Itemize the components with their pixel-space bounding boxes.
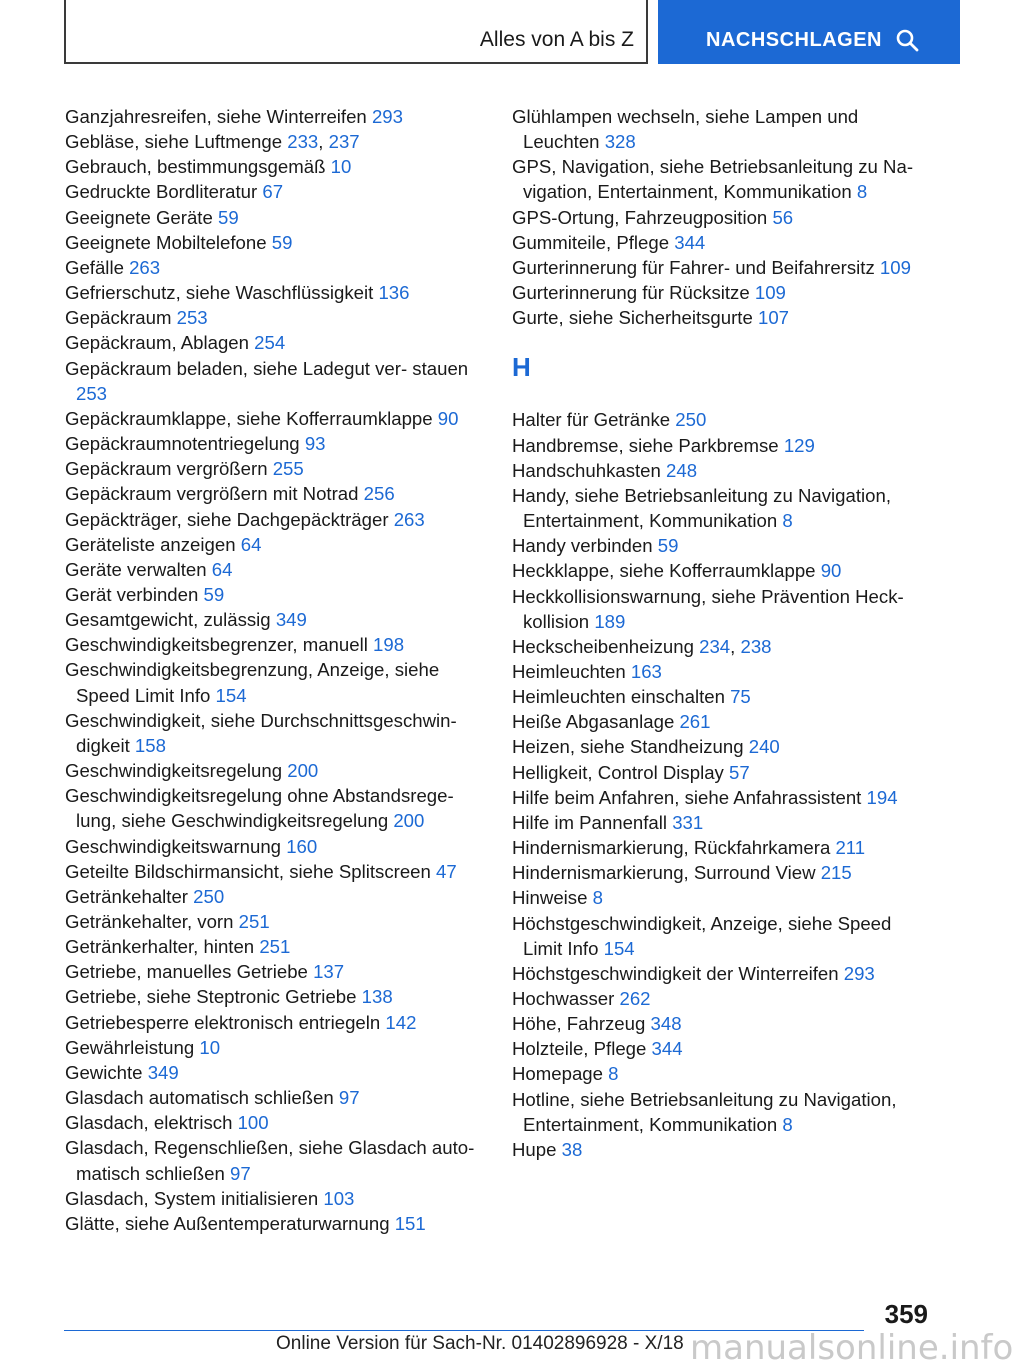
index-entry-text: Gepäckraum beladen, siehe Ladegut ver‐ stauen [65, 357, 469, 379]
page-reference-link[interactable]: 103 [323, 1187, 355, 1209]
index-entry-text: Hindernismarkierung, Rückfahrkamera [512, 837, 831, 859]
page-reference-link[interactable]: 158 [134, 734, 166, 756]
index-entry-text: Heimleuchten einschalten [512, 686, 725, 708]
index-entry [512, 558, 932, 583]
index-entry: Gebläse, siehe Luftmenge 233, 237 [65, 131, 360, 153]
index-entry [65, 657, 485, 707]
index-entry-text: Gepäckraum vergrößern [65, 458, 268, 480]
index-entry-text: Getränkehalter, vorn [65, 911, 234, 932]
page-reference-link[interactable]: 8 [856, 181, 868, 203]
online-version-text: Online Version für Sach-Nr. 01402896928 - X/18 [276, 1333, 684, 1354]
page-reference-link[interactable]: 142 [385, 1011, 417, 1033]
index-entry-text: Geteilte Bildschirmansicht, siehe Splitscreen [65, 860, 431, 882]
index-entry [65, 884, 485, 909]
page-reference-link[interactable]: 8 [608, 1063, 619, 1085]
index-entry [65, 783, 485, 833]
index-entry [65, 532, 485, 557]
index-entry [512, 986, 932, 1011]
page-reference-link[interactable]: 10 [330, 156, 352, 178]
index-entry-text: Gepäckraumklappe, siehe Kofferraumklappe [65, 407, 433, 429]
index-entry [65, 1060, 485, 1085]
index-entry [65, 984, 485, 1009]
index-column-right [512, 104, 932, 1162]
index-entry [65, 154, 485, 179]
index-entry [512, 1036, 932, 1061]
index-entry-text: Gefälle [65, 256, 124, 278]
index-entry-text: GPS, Navigation, siehe Betriebsanleitung zu Na‐ vigation, Entertainment, Kommunikation [512, 156, 914, 203]
index-entry-text: Gewährleistung [65, 1036, 195, 1058]
index-entry [65, 255, 485, 280]
page-reference-link[interactable]: 211 [835, 837, 866, 859]
index-entry [512, 709, 932, 734]
index-entry [65, 481, 485, 506]
page-reference-link[interactable]: 328 [604, 131, 636, 153]
index-entry-text: Glühlampen wechseln, siehe Lampen und Leuchten [512, 106, 859, 153]
index-entry [65, 607, 485, 632]
page-reference-link[interactable]: 248 [666, 459, 698, 481]
index-entry-text: Heimleuchten [512, 660, 626, 682]
index-entry [65, 859, 485, 884]
index-entry [512, 433, 932, 458]
page-reference-link[interactable]: 57 [729, 761, 750, 783]
index-entry [65, 1110, 485, 1135]
index-entry-text: Gewichte [65, 1061, 143, 1083]
index-entry [65, 280, 485, 305]
index-entry-text: Gurte, siehe Sicherheitsgurte [512, 307, 753, 329]
index-entry-text: Getriebesperre elektronisch entriegeln [65, 1011, 381, 1033]
index-entry [65, 959, 485, 984]
index-entry-text: Geräteliste anzeigen [65, 533, 236, 555]
page-reference-link[interactable]: 56 [772, 206, 794, 228]
index-entry-text: GPS-Ortung, Fahrzeugposition [512, 206, 768, 228]
index-entry [512, 483, 932, 533]
index-entry-text: Gepäckraum [65, 307, 172, 329]
page-reference-link[interactable]: 90 [437, 407, 459, 429]
index-entry-text: Gebläse, siehe Luftmenge [65, 131, 283, 153]
index-entry [512, 584, 932, 634]
page-reference-link[interactable]: 293 [843, 962, 875, 984]
index-entry-text: Hupe [512, 1138, 557, 1160]
index-entry-text: Getriebe, siehe Steptronic Getriebe [65, 986, 357, 1008]
section-title: Alles von A bis Z [479, 28, 634, 51]
page-reference-link[interactable]: 8 [782, 1113, 793, 1135]
index-entry-text: Glätte, siehe Außentemperaturwarnung [65, 1212, 390, 1234]
page-reference-link[interactable]: 349 [275, 609, 307, 631]
index-entry-text: Hindernismarkierung, Surround View [512, 862, 816, 884]
index-entry [65, 909, 485, 934]
index-entry [65, 179, 485, 204]
page-reference-link[interactable]: 253 [76, 382, 108, 404]
index-entry [65, 1010, 485, 1035]
index-entry [65, 305, 485, 330]
index-entry [65, 1135, 485, 1185]
page-reference-link[interactable]: 250 [193, 885, 225, 907]
page-reference-link[interactable]: 163 [630, 660, 662, 682]
page-reference-link[interactable]: 97 [229, 1162, 251, 1184]
index-group-g [512, 104, 932, 330]
index-entry-text: Gebrauch, bestimmungsgemäß [65, 156, 326, 178]
page-reference-link[interactable]: 198 [373, 634, 405, 656]
page-reference-link[interactable]: 47 [436, 860, 457, 882]
index-entry [65, 632, 485, 657]
page-reference-link[interactable]: 10 [199, 1036, 221, 1058]
page-reference-link[interactable]: 8 [592, 887, 603, 909]
index-entry-text: Hilfe im Pannenfall [512, 811, 668, 833]
index-entry-text: Höchstgeschwindigkeit der Winterreifen [512, 962, 839, 984]
page-reference-link[interactable]: 75 [730, 686, 751, 708]
index-entry-text: Gepäckraum, Ablagen [65, 332, 249, 354]
index-entry [512, 911, 932, 961]
index-entry [512, 458, 932, 483]
index-entry [65, 507, 485, 532]
index-entry [65, 1186, 485, 1211]
index-entry [512, 533, 932, 558]
index-entry [512, 407, 932, 432]
index-entry-text: Getränkehalter [65, 885, 188, 907]
index-entry-text: Gepäckraumnotentriegelung [65, 433, 300, 455]
index-entry: Heckscheibenheizung 234, 238 [512, 635, 772, 657]
index-entry [512, 684, 932, 709]
page-reference-link[interactable]: 136 [378, 282, 410, 304]
index-entry-text: Geschwindigkeitsbegrenzung, Anzeige, siehe Speed Limit Info [65, 659, 440, 706]
page-reference-link[interactable]: 8 [782, 510, 793, 532]
index-entry [512, 885, 932, 910]
page-reference-link[interactable]: 200 [393, 810, 425, 832]
page-reference-link[interactable]: 90 [820, 560, 842, 582]
index-entry-text: Gepäckträger, siehe Dachgepäckträger [65, 508, 389, 530]
index-entry [512, 760, 932, 785]
page-reference-link[interactable]: 93 [304, 433, 326, 455]
index-entry-text: Ganzjahresreifen, siehe Winterreifen [65, 106, 367, 127]
index-entry [512, 810, 932, 835]
index-entry-text: Geschwindigkeitsregelung ohne Abstandsrege‐ lung, siehe Geschwindigkeitsregelung [65, 785, 454, 832]
index-entry [65, 708, 485, 758]
page-reference-link[interactable]: 255 [272, 458, 304, 480]
page-reference-link[interactable]: 254 [254, 332, 286, 354]
index-entry [512, 154, 932, 204]
top-navigation-bar [0, 0, 960, 66]
page-reference-link[interactable]: 189 [594, 610, 626, 632]
index-entry [512, 305, 932, 330]
nachschlagen-tab[interactable] [658, 0, 960, 64]
index-entry [512, 205, 932, 230]
index-entry [512, 860, 932, 885]
index-entry-text: Hotline, siehe Betriebsanleitung zu Navigation, Entertainment, Kommunikation [512, 1088, 897, 1135]
page-reference-link[interactable]: 344 [651, 1038, 683, 1060]
index-entry [65, 582, 485, 607]
page-reference-link[interactable]: 109 [754, 282, 786, 304]
index-entry-text: Homepage [512, 1063, 603, 1085]
index-entry-text: Gefrierschutz, siehe Waschflüssigkeit [65, 282, 374, 304]
index-entry-text: Handbremse, siehe Parkbremse [512, 434, 779, 456]
page-reference-link[interactable]: 160 [286, 835, 318, 857]
index-entry-text: Gesamtgewicht, zulässig [65, 609, 271, 631]
index-entry-text: Helligkeit, Control Display [512, 761, 724, 783]
page-reference-link[interactable]: 64 [211, 558, 233, 580]
page-reference-link[interactable]: 109 [879, 256, 911, 278]
index-entry-text: Gurterinnerung für Fahrer- und Beifahrersitz [512, 256, 875, 278]
page-reference-link[interactable]: 348 [650, 1013, 682, 1035]
page-reference-link[interactable]: 233 [287, 131, 319, 153]
index-entry [512, 785, 932, 810]
page-reference-link[interactable]: 263 [393, 508, 425, 530]
index-entry-text: Gedruckte Bordliteratur [65, 181, 258, 203]
index-entry [65, 356, 485, 406]
index-entry-text: Glasdach, Regenschließen, siehe Glasdach auto‐ matisch schließen [65, 1137, 475, 1184]
nachschlagen-label: NACHSCHLAGEN [706, 29, 882, 51]
page-reference-link[interactable]: 97 [338, 1087, 360, 1109]
index-entry [65, 205, 485, 230]
page-reference-link[interactable]: 107 [757, 307, 790, 329]
index-entry [512, 835, 932, 860]
index-entry [65, 834, 485, 859]
page-reference-link[interactable]: 200 [287, 760, 319, 782]
page-reference-link[interactable]: 64 [240, 533, 262, 555]
index-entry-text: Höhe, Fahrzeug [512, 1013, 646, 1035]
index-entry-text: Geschwindigkeitsbegrenzer, manuell [65, 634, 368, 656]
page-reference-link[interactable]: 129 [783, 434, 815, 456]
index-entry [512, 1061, 932, 1086]
index-entry [65, 230, 485, 255]
index-entry-text: Handy verbinden [512, 535, 653, 557]
index-entry [512, 961, 932, 986]
index-entry-text: Geräte verwalten [65, 558, 207, 580]
page-reference-link[interactable]: 262 [619, 988, 651, 1009]
index-entry [65, 104, 485, 129]
index-entry [65, 1085, 485, 1110]
index-entry [65, 431, 485, 456]
index-group-h [512, 407, 932, 1162]
page-reference-link[interactable]: 194 [866, 786, 898, 808]
page-reference-link[interactable]: 349 [147, 1061, 179, 1083]
index-entry-text: Heizen, siehe Standheizung [512, 736, 744, 758]
index-entry-text: Geeignete Mobiltelefone [65, 231, 267, 253]
index-entry-text: Handschuhkasten [512, 459, 661, 481]
page-reference-link[interactable]: 38 [561, 1138, 583, 1160]
section-heading-h: H [512, 352, 531, 383]
index-entry [65, 330, 485, 355]
page-reference-link[interactable]: 59 [218, 206, 239, 228]
index-entry [512, 659, 932, 684]
page-reference-link[interactable]: 238 [740, 635, 772, 657]
page-reference-link[interactable]: 331 [672, 811, 704, 833]
index-entry [512, 104, 932, 154]
page-reference-link[interactable]: 237 [328, 131, 360, 153]
page-reference-link[interactable]: 250 [675, 409, 707, 431]
section-tab[interactable] [64, 0, 648, 64]
page-reference-link[interactable]: 240 [748, 736, 780, 758]
page-reference-link[interactable]: 234 [699, 635, 731, 657]
page-reference-link[interactable]: 256 [363, 483, 395, 505]
page-number: 359 [884, 1299, 928, 1329]
page-reference-link[interactable]: 261 [679, 711, 711, 733]
index-entry-text: Getränkerhalter, hinten [65, 936, 255, 958]
index-entry-text: Handy, siehe Betriebsanleitung zu Navigation, Entertainment, Kommunikation [512, 484, 891, 532]
index-entry [512, 255, 932, 280]
index-entry [512, 1137, 932, 1162]
index-entry-text: Geeignete Geräte [65, 206, 213, 228]
index-entry [65, 557, 485, 582]
page-reference-link[interactable]: 67 [262, 181, 284, 203]
index-entry-text: Geschwindigkeit, siehe Durchschnittsgeschwin‐ digkeit [65, 709, 457, 756]
index-entry-text: Hochwasser [512, 988, 615, 1009]
index-entry-text: Heckscheibenheizung [512, 635, 694, 657]
index-entry-text: Heckkollisionswarnung, siehe Prävention Heck‐ kollision [512, 585, 904, 632]
page-reference-link[interactable]: 293 [371, 106, 403, 127]
index-entry [512, 230, 932, 255]
page-reference-link[interactable]: 59 [271, 231, 293, 253]
index-entry [65, 456, 485, 481]
index-entry-text: Glasdach, elektrisch [65, 1112, 233, 1134]
page-reference-link[interactable]: 263 [129, 256, 161, 278]
page-reference-link[interactable]: 154 [215, 684, 247, 706]
page-reference-link[interactable]: 251 [259, 936, 291, 958]
page-reference-link[interactable]: 154 [603, 937, 635, 959]
index-entry-text: Glasdach, System initialisieren [65, 1187, 319, 1209]
index-entry [65, 934, 485, 959]
index-entry-text: Hinweise [512, 887, 588, 909]
index-entry-text: Gummiteile, Pflege [512, 231, 670, 253]
index-entry-text: Gerät verbinden [65, 583, 199, 605]
index-entry [512, 280, 932, 305]
index-entry-text: Holzteile, Pflege [512, 1038, 647, 1060]
page-reference-link[interactable]: 100 [237, 1112, 269, 1134]
index-entry-text: Halter für Getränke [512, 409, 671, 431]
index-entry [65, 1035, 485, 1060]
index-entry-text: Heckklappe, siehe Kofferraumklappe [512, 560, 816, 582]
index-entry [512, 734, 932, 759]
index-entry-text: Gepäckraum vergrößern mit Notrad [65, 483, 359, 505]
index-entry-text: Glasdach automatisch schließen [65, 1087, 334, 1109]
index-entry [512, 1087, 932, 1137]
watermark: manualsonline.info [690, 1328, 1013, 1368]
page-reference-link[interactable]: 138 [361, 986, 393, 1008]
index-entry-text: Gurterinnerung für Rücksitze [512, 282, 750, 304]
page-reference-link[interactable]: 59 [657, 535, 679, 557]
index-entry-text: Geschwindigkeitsregelung [65, 760, 283, 782]
index-column-left [65, 104, 485, 1236]
page-reference-link[interactable]: 344 [674, 231, 706, 253]
page-reference-link[interactable]: 137 [313, 961, 345, 983]
index-entry [65, 406, 485, 431]
page-reference-link[interactable]: 59 [203, 583, 225, 605]
index-entry-text: Getriebe, manuelles Getriebe [65, 961, 308, 983]
page-reference-link[interactable]: 215 [820, 862, 852, 884]
index-entry-text: Hilfe beim Anfahren, siehe Anfahrassistent [512, 786, 862, 808]
page-reference-link[interactable]: 253 [176, 307, 208, 329]
index-entry [512, 1011, 932, 1036]
search-icon[interactable] [895, 28, 919, 52]
index-entry-text: Heiße Abgasanlage [512, 711, 675, 733]
index-entry-text: Höchstgeschwindigkeit, Anzeige, siehe Speed Limit Info [512, 912, 892, 959]
page-reference-link[interactable]: 251 [238, 911, 270, 932]
index-entry-text: Geschwindigkeitswarnung [65, 835, 282, 857]
page-reference-link[interactable]: 151 [394, 1212, 426, 1234]
index-entry [65, 1211, 485, 1236]
index-entry [65, 758, 485, 783]
